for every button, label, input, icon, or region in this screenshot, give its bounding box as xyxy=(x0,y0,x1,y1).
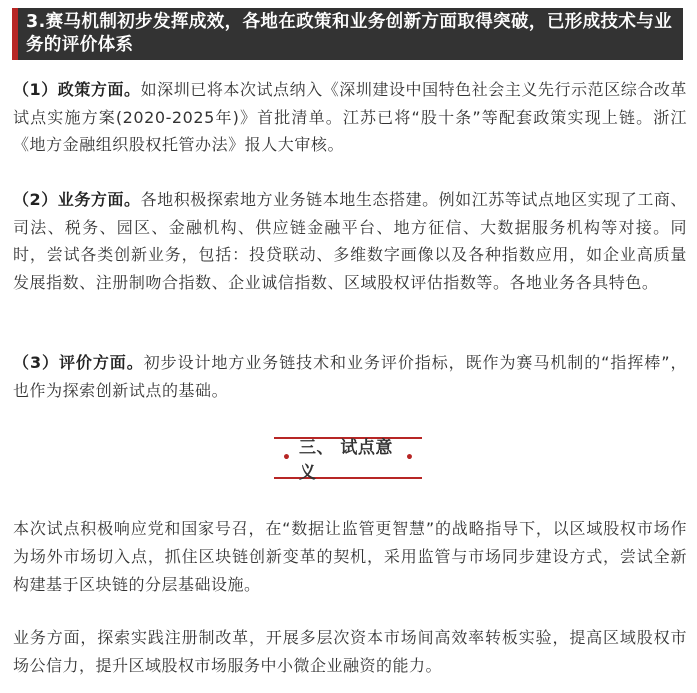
significance-paragraph-2: 业务方面，探索实践注册制改革，开展多层次资本市场间高效率转板实验，提高区域股权市场公信力，提升区域股权市场服务中小微企业融资的能力。 xyxy=(13,628,687,675)
business-text: 各地积极探索地方业务链本地生态搭建。例如江苏等试点地区实现了工商、司法、税务、园区、金融机构、供应链金融平台、地方征信、大数据服务机构等对接。同时，尝试各类创新业务，包括：投贷联动、多维数字画像以及各种指数应用，如企业高质量发展指数、注册制吻合指数、企业诚信指数、区域股权评估指数等。各地业务各具特色。 xyxy=(13,190,687,292)
policy-paragraph xyxy=(13,76,687,159)
section-header-title: 3.赛马机制初步发挥成效，各地在政策和业务创新方面取得突破，已形成技术与业务的评价体系 xyxy=(26,12,673,55)
business-label: （2）业务方面。 xyxy=(13,190,141,209)
section-title-banner xyxy=(274,437,422,483)
policy-label: （1）政策方面。 xyxy=(13,80,141,99)
policy-text: 如深圳已将本次试点纳入《深圳建设中国特色社会主义先行示范区综合改革试点实施方案(2020-2025年)》首批清单。江苏已将“股十条”等配套政策实现上链。浙江《地方金融组织股权托管办法》报人大审核。 xyxy=(13,80,687,154)
left-dot-icon: • xyxy=(282,450,291,466)
right-dot-icon: • xyxy=(405,450,414,466)
evaluation-label: （3）评价方面。 xyxy=(13,353,144,372)
section-header-box xyxy=(12,8,683,60)
evaluation-paragraph xyxy=(13,349,687,404)
significance-paragraph-1: 本次试点积极响应党和国家号召，在“数据让监管更智慧”的战略指导下，以区域股权市场作为场外市场切入点，抓住区块链创新变革的契机，采用监管与市场同步建设方式，尝试全新构建基于区块链的分层基础设施。 xyxy=(13,519,687,594)
business-paragraph xyxy=(13,186,687,296)
evaluation-text: 初步设计地方业务链技术和业务评价指标，既作为赛马机制的“指挥棒”，也作为探索创新试点的基础。 xyxy=(13,353,687,400)
section-title: 三、 试点意义 xyxy=(298,438,393,483)
